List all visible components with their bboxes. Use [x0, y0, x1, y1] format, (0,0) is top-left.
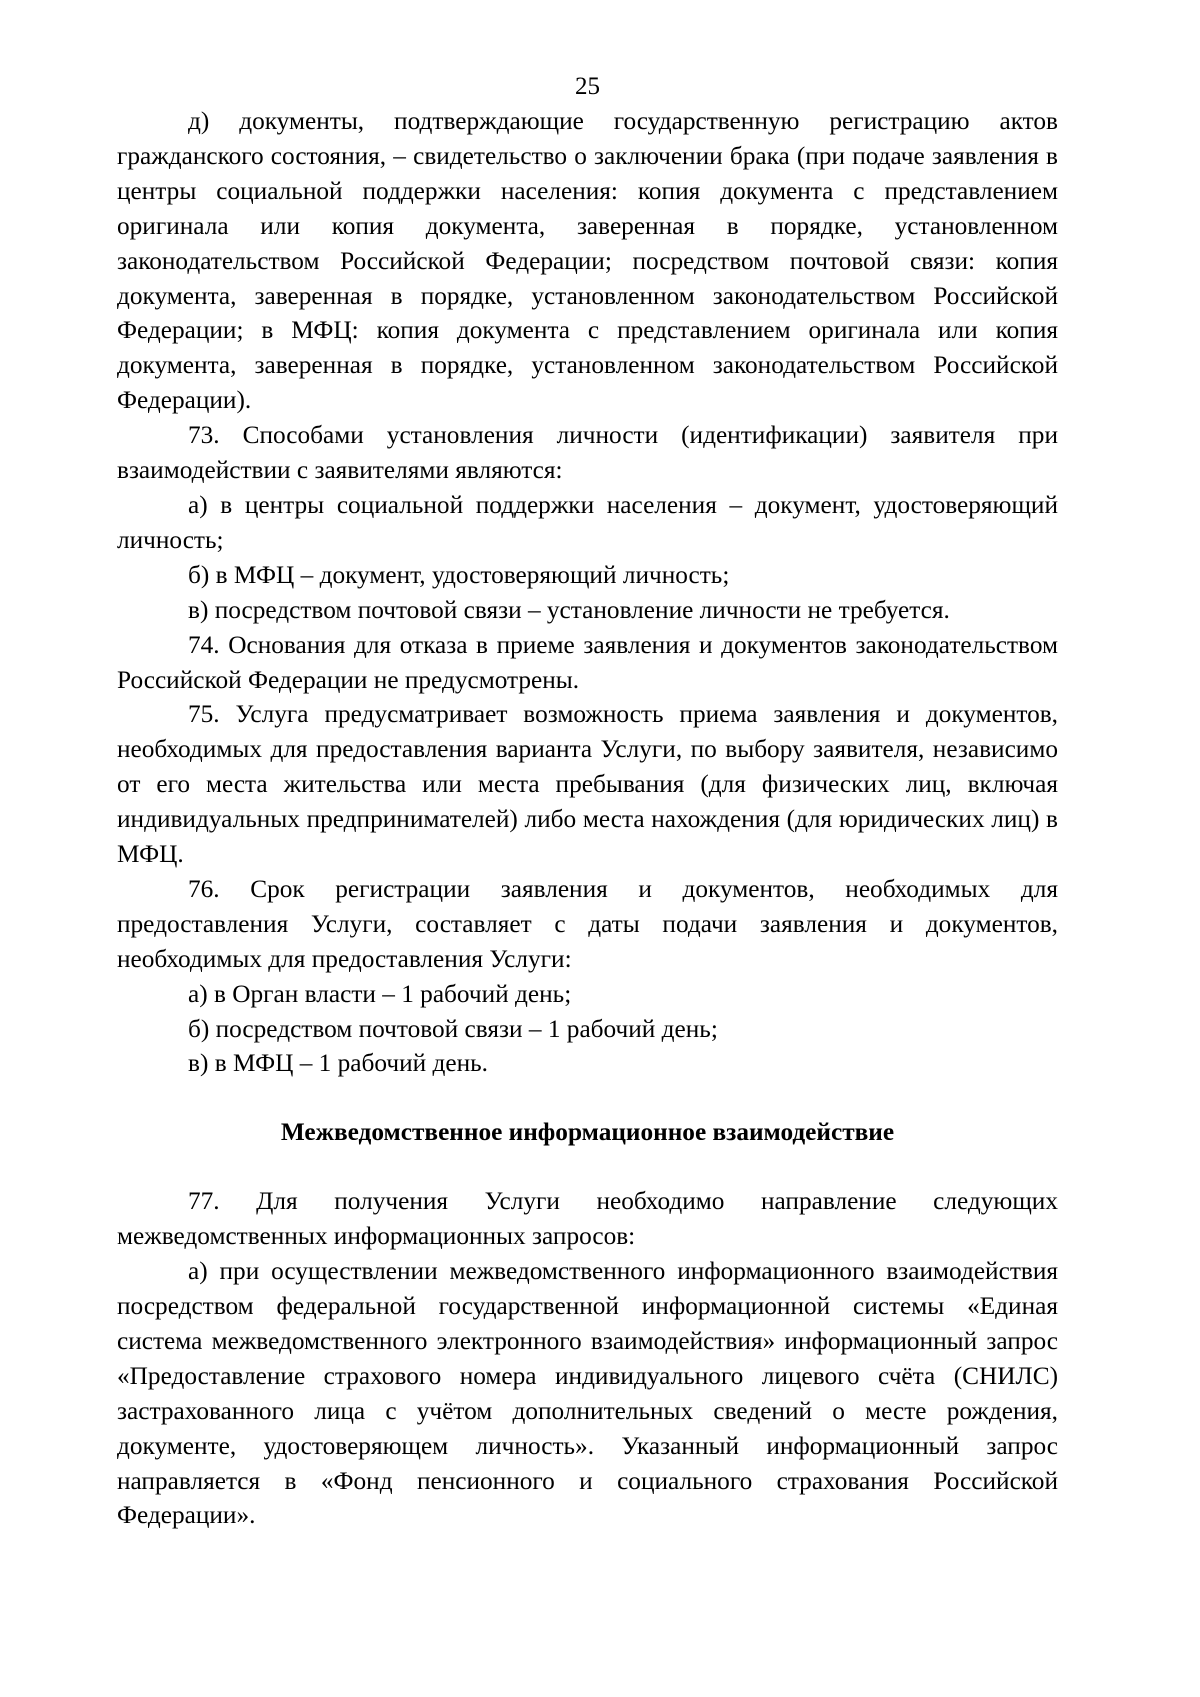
paragraph-77-a: а) при осуществлении межведомственного информационного взаимодействия посредством федеральной государственной информационной системы «Единая система межведомственного электронного взаимодействия» информационный запрос «Предоставление страхового номера индивидуального лицевого счёта (СНИЛС) застрахованного лица с учётом дополнительных сведений о месте рождения, документе, удостоверяющем личность». Указанный информационный запрос направляется в «Фонд пенсионного и социального страхования Российской Федерации». [117, 1257, 1058, 1530]
paragraph-76-a: а) в Орган власти – 1 рабочий день; [188, 979, 572, 1008]
paragraph-item-d: д) документы, подтверждающие государственную регистрацию актов гражданского состояния, – свидетельство о заключении брака (при подаче заявления в центры социальной поддержки населения: копия документа с представлением оригинала или копия документа, заверенная в порядке, установленном законодательством Российской Федерации; посредством почтовой связи: копия документа, заверенная в порядке, установленном законодательством Российской Федерации; в МФЦ: копия документа с представлением оригинала или копия документа, заверенная в порядке, установленном законодательством Российской Федерации). [117, 107, 1058, 415]
paragraph-75: 75. Услуга предусматривает возможность приема заявления и документов, необходимых для предоставления варианта Услуги, по выбору заявителя, независимо от его места жительства или места пребывания (для физических лиц, включая индивидуальных предпринимателей) либо места нахождения (для юридических лиц) в МФЦ. [117, 700, 1058, 869]
paragraph-77: 77. Для получения Услуги необходимо направление следующих межведомственных информационных запросов: [117, 1187, 1058, 1251]
paragraph-73-b: б) в МФЦ – документ, удостоверяющий личность; [188, 560, 730, 589]
paragraph-76: 76. Срок регистрации заявления и документов, необходимых для предоставления Услуги, составляет с даты подачи заявления и документов, необходимых для предоставления Услуги: [117, 874, 1058, 973]
section-heading: Межведомственное информационное взаимодействие [280, 1118, 895, 1147]
paragraph-73: 73. Способами установления личности (идентификации) заявителя при взаимодействии с заявителями являются: [117, 421, 1058, 485]
paragraph-74: 74. Основания для отказа в приеме заявления и документов законодательством Российской Федерации не предусмотрены. [117, 630, 1058, 694]
page-number: 25 [575, 73, 600, 100]
paragraph-73-a: а) в центры социальной поддержки населения – документ, удостоверяющий личность; [117, 490, 1058, 554]
paragraph-73-v: в) посредством почтовой связи – установление личности не требуется. [188, 595, 950, 624]
paragraph-76-b: б) посредством почтовой связи – 1 рабочий день; [188, 1014, 718, 1043]
paragraph-76-v: в) в МФЦ – 1 рабочий день. [188, 1049, 489, 1078]
